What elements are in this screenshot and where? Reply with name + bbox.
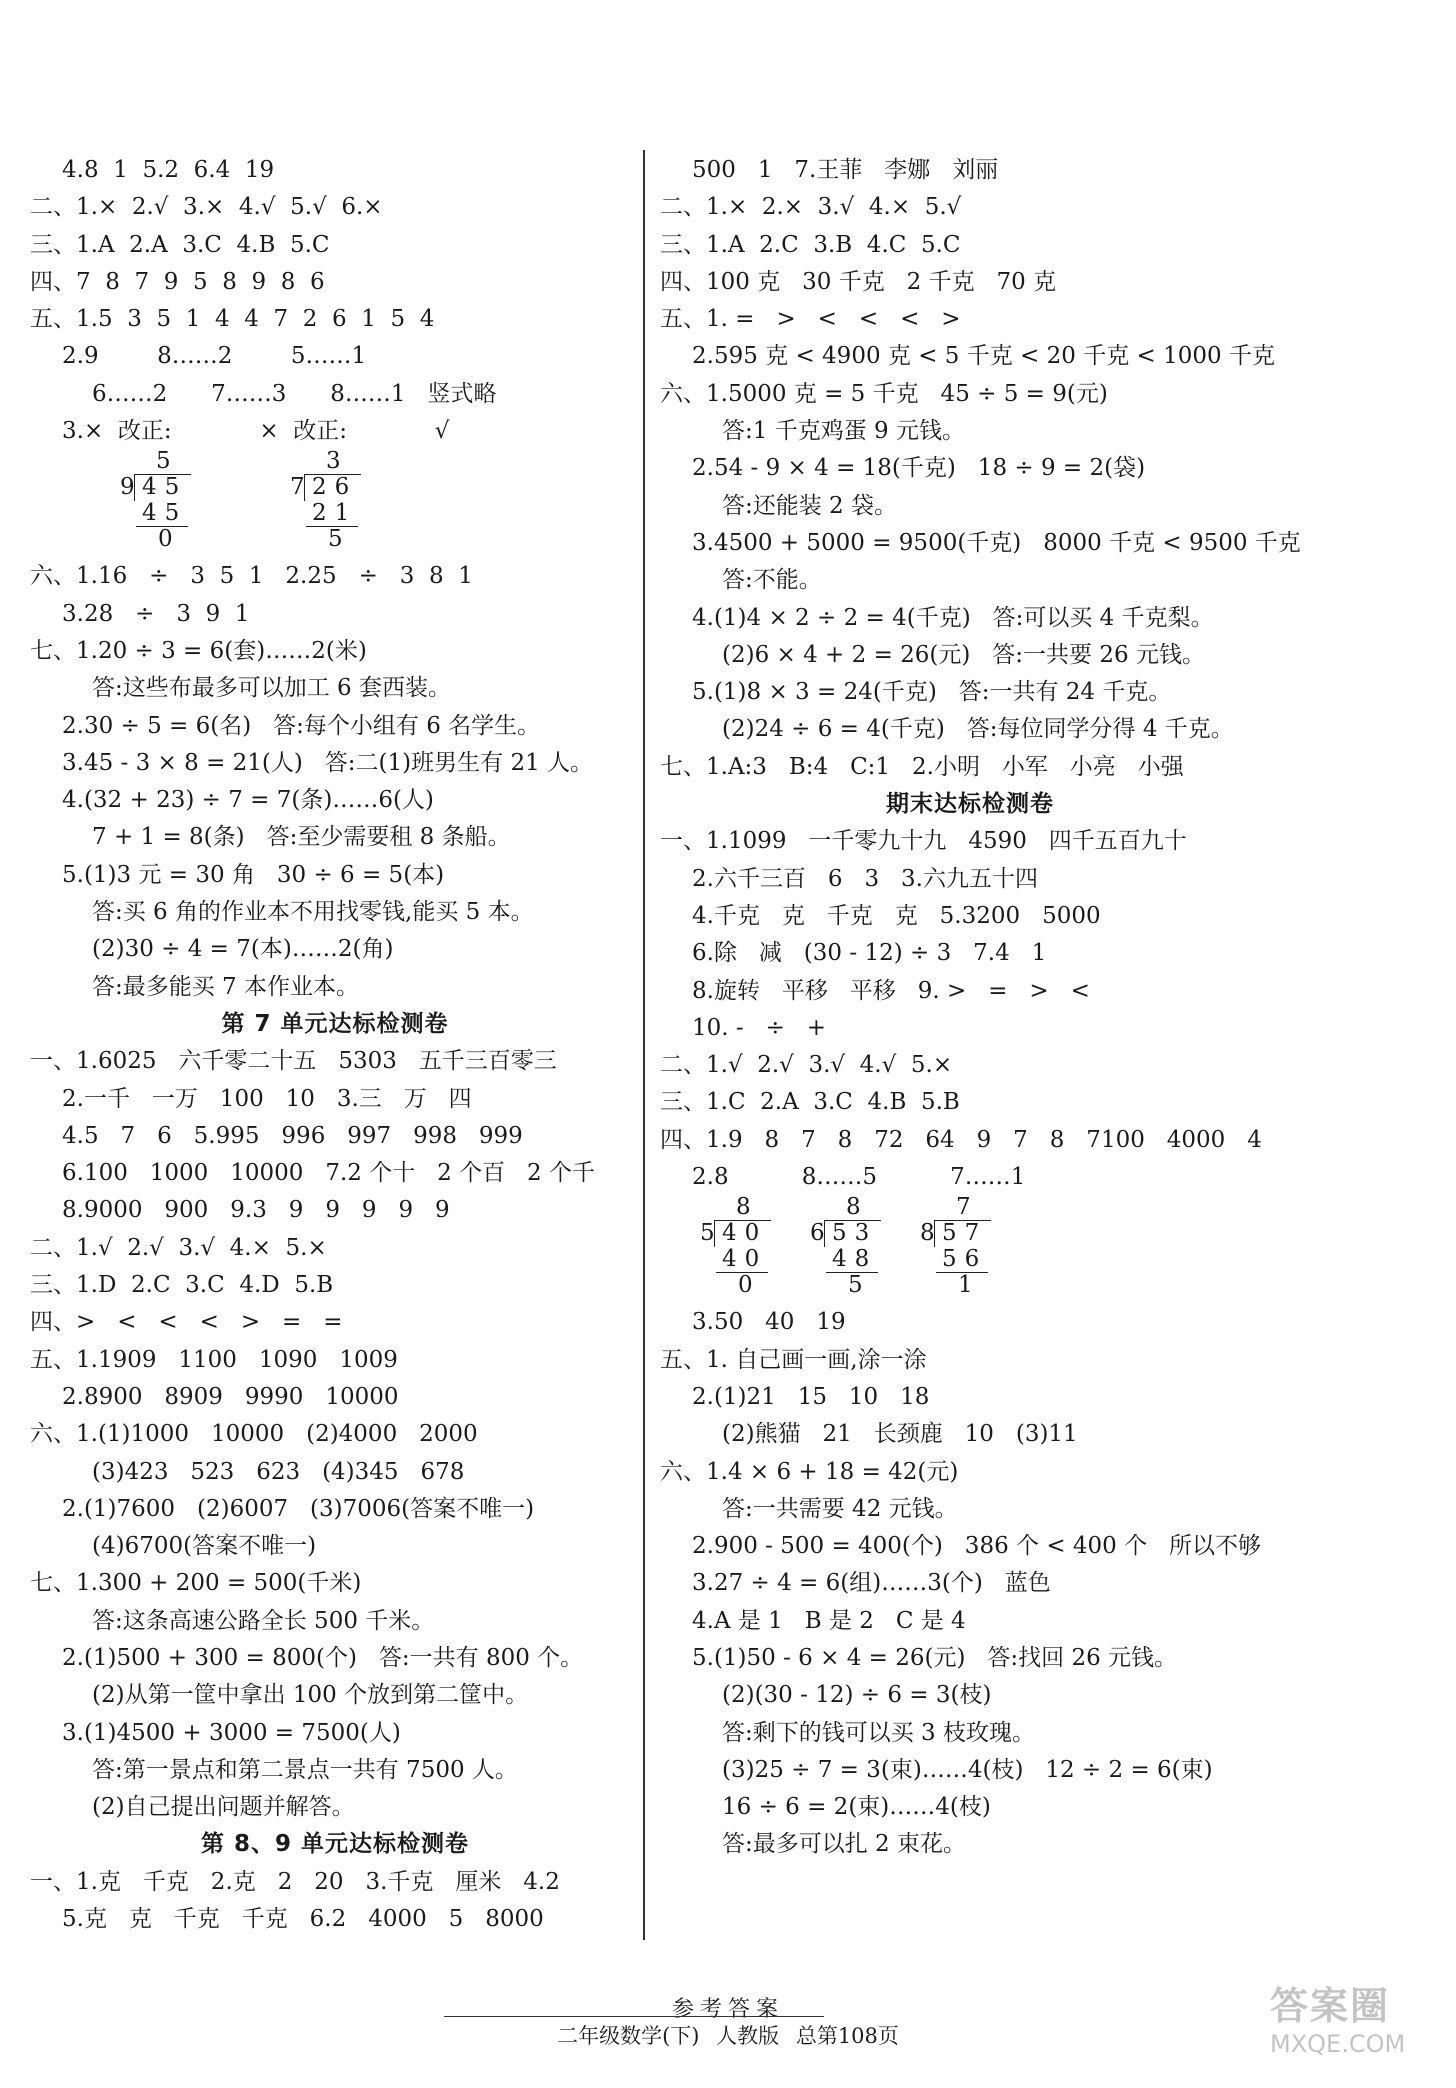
answer-line: 六、1.(1)1000 10000 (2)4000 2000	[30, 1421, 478, 1448]
answer-line: 3.50 40 19	[692, 1309, 846, 1336]
division-product: 21	[312, 500, 358, 527]
answer-line: (3)25 ÷ 7 = 3(束)……4(枝) 12 ÷ 2 = 6(束)	[722, 1756, 1213, 1783]
answer-line: 答:这些布最多可以加工 6 套西装。	[92, 675, 452, 702]
long-division	[120, 450, 190, 558]
answer-line: 3.(1)4500 + 3000 = 7500(人)	[62, 1719, 401, 1746]
answer-line: 4.A 是 1 B 是 2 C 是 4	[692, 1607, 966, 1634]
answer-line: 4.(1)4 × 2 ÷ 2 = 4(千克) 答:可以买 4 千克梨。	[692, 604, 1214, 631]
answer-line: 七、1.300 + 200 = 500(千米)	[30, 1570, 362, 1597]
division-bracket	[824, 1220, 881, 1247]
footer-page-info: 二年级数学(下) 人教版 总第108页	[557, 2024, 899, 2048]
answer-line: 四、100 克 30 千克 2 千克 70 克	[660, 268, 1057, 295]
division-underline	[306, 526, 358, 527]
division-quotient: 3	[326, 448, 341, 475]
answer-line: 答:剩下的钱可以买 3 枝玫瑰。	[722, 1719, 1036, 1746]
answer-line: 10. - ÷ +	[692, 1014, 827, 1041]
answer-line: 2.一千 一万 100 10 3.三 万 四	[62, 1085, 472, 1112]
answer-line: 二、1.× 2.× 3.√ 4.× 5.√	[660, 194, 962, 221]
division-underline	[936, 1272, 988, 1273]
watermark-logo	[1270, 1975, 1450, 2080]
answer-line: 2.30 ÷ 5 = 6(名) 答:每个小组有 6 名学生。	[62, 712, 541, 739]
division-remainder: 5	[328, 526, 343, 553]
division-divisor: 7	[290, 474, 305, 501]
answer-line: 六、1.4 × 6 + 18 = 42(元)	[660, 1458, 959, 1485]
answer-line: 3.28 ÷ 3 9 1	[62, 600, 250, 627]
answer-line: 三、1.D 2.C 3.C 4.D 5.B	[30, 1272, 334, 1299]
answer-line: (2)自己提出问题并解答。	[92, 1794, 355, 1821]
answer-line: 2.六千三百 6 3 3.六九五十四	[692, 865, 1038, 892]
answer-line: 8.旋转 平移 平移 9. > = > <	[692, 977, 1090, 1004]
answer-line: 5.(1)8 × 3 = 24(千克) 答:一共有 24 千克。	[692, 679, 1172, 706]
answer-line: 2.8 8……5 7……1	[692, 1164, 1026, 1191]
answer-line: 6……2 7……3 8……1 竖式略	[92, 380, 497, 407]
division-quotient: 5	[156, 448, 171, 475]
division-bracket	[934, 1220, 991, 1247]
answer-line: 一、1.6025 六千零二十五 5303 五千三百零三	[30, 1048, 557, 1075]
division-quotient: 8	[846, 1194, 861, 1221]
answer-line: 2.(1)7600 (2)6007 (3)7006(答案不唯一)	[62, 1495, 535, 1522]
section-heading: 第 7 单元达标检测卷	[221, 1010, 449, 1037]
answer-line: 五、1. 自己画一画,涂一涂	[660, 1346, 927, 1373]
right-column	[660, 152, 1301, 1864]
answer-line: 2.8900 8909 9990 10000	[62, 1383, 399, 1410]
answer-line: 三、1.A 2.A 3.C 4.B 5.C	[30, 231, 330, 258]
division-divisor: 9	[120, 474, 135, 501]
answer-line: 2.(1)500 + 300 = 800(个) 答:一共有 800 个。	[62, 1644, 584, 1671]
long-division-row	[30, 450, 640, 558]
answer-line: (2)从第一筐中拿出 100 个放到第二筐中。	[92, 1682, 529, 1709]
answer-line: 5.(1)50 - 6 × 4 = 26(元) 答:找回 26 元钱。	[692, 1644, 1178, 1671]
answer-line: 16 ÷ 6 = 2(束)……4(枝)	[722, 1794, 991, 1821]
division-dividend: 40	[722, 1220, 768, 1247]
division-remainder: 0	[738, 1272, 753, 1299]
division-remainder: 0	[158, 526, 173, 553]
section-heading: 第 8、9 单元达标检测卷	[200, 1831, 470, 1858]
division-divisor: 5	[700, 1220, 715, 1247]
answer-line: 答:买 6 角的作业本不用找零钱,能买 5 本。	[92, 899, 534, 926]
long-division	[290, 450, 360, 558]
division-divisor: 8	[920, 1220, 935, 1247]
answer-line: 2.900 - 500 = 400(个) 386 个 < 400 个 所以不够	[692, 1533, 1262, 1560]
answer-line: 五、1. = > < < < >	[660, 306, 961, 333]
answer-line: 答:不能。	[722, 567, 822, 594]
answer-line: 答:最多能买 7 本作业本。	[92, 973, 360, 1000]
answer-line: 8.9000 900 9.3 9 9 9 9 9	[62, 1197, 450, 1224]
answer-line: 四、> < < < > = =	[30, 1309, 343, 1336]
answer-line: 7 + 1 = 8(条) 答:至少需要租 8 条船。	[92, 824, 511, 851]
division-dividend: 26	[312, 474, 358, 501]
section-heading: 期末达标检测卷	[886, 791, 1054, 818]
answer-line: 七、1.20 ÷ 3 = 6(套)……2(米)	[30, 637, 367, 664]
long-division	[920, 1196, 990, 1304]
division-product: 45	[142, 500, 188, 527]
answer-line: 答:1 千克鸡蛋 9 元钱。	[722, 418, 965, 445]
answer-line: 2.54 - 9 × 4 = 18(千克) 18 ÷ 9 = 2(袋)	[692, 455, 1146, 482]
long-division	[810, 1196, 880, 1304]
answer-line: 6.除 减 (30 - 12) ÷ 3 7.4 1	[692, 940, 1047, 967]
watermark-url: MXQE.COM	[1270, 2030, 1406, 2058]
division-product: 40	[722, 1246, 768, 1273]
watermark-mark: 答案圈	[1270, 1984, 1391, 2028]
answer-line: 七、1.A:3 B:4 C:1 2.小明 小军 小亮 小强	[660, 753, 1184, 780]
answer-line: 2.9 8……2 5……1	[62, 343, 367, 370]
answer-line: 一、1.克 千克 2.克 2 20 3.千克 厘米 4.2	[30, 1868, 560, 1895]
answer-line: 一、1.1099 一千零九十九 4590 四千五百九十	[660, 828, 1187, 855]
division-dividend: 57	[942, 1220, 988, 1247]
answer-line: 6.100 1000 10000 7.2 个十 2 个百 2 个千	[62, 1160, 595, 1187]
division-divisor: 6	[810, 1220, 825, 1247]
division-bracket	[304, 474, 361, 501]
answer-line: 3.× 改正: × 改正: √	[62, 418, 450, 445]
answer-line: 5.(1)3 元 = 30 角 30 ÷ 6 = 5(本)	[62, 861, 445, 888]
answer-line: 答:一共需要 42 元钱。	[722, 1495, 958, 1522]
answer-line: 答:还能装 2 袋。	[722, 492, 898, 519]
division-product: 56	[942, 1246, 988, 1273]
division-bracket	[134, 474, 191, 501]
division-dividend: 53	[832, 1220, 878, 1247]
answer-line: 二、1.√ 2.√ 3.√ 4.× 5.×	[30, 1234, 327, 1261]
long-division-row	[660, 1196, 1280, 1304]
answer-line: 二、1.√ 2.√ 3.√ 4.√ 5.×	[660, 1052, 953, 1079]
answer-line: 五、1.1909 1100 1090 1009	[30, 1346, 398, 1373]
answer-line: (4)6700(答案不唯一)	[92, 1533, 317, 1560]
answer-line: 四、1.9 8 7 8 72 64 9 7 8 7100 4000 4	[660, 1126, 1262, 1153]
answer-line: 500 1 7.王菲 李娜 刘丽	[692, 157, 999, 183]
answer-line: (2)熊猫 21 长颈鹿 10 (3)11	[722, 1421, 1078, 1448]
division-dividend: 45	[142, 474, 188, 501]
division-underline	[826, 1272, 878, 1273]
answer-line: 二、1.× 2.√ 3.× 4.√ 5.√ 6.×	[30, 194, 383, 221]
answer-line: 5.克 克 千克 千克 6.2 4000 5 8000	[62, 1906, 544, 1933]
answer-line: 4.(32 + 23) ÷ 7 = 7(条)……6(人)	[62, 787, 434, 814]
division-bracket	[714, 1220, 771, 1247]
answer-line: 答:第一景点和第二景点一共有 7500 人。	[92, 1756, 518, 1783]
long-division	[700, 1196, 770, 1304]
answer-line: 五、1.5 3 5 1 4 4 7 2 6 1 5 4	[30, 306, 435, 333]
answer-line: 答:最多可以扎 2 束花。	[722, 1831, 967, 1858]
answer-line: 三、1.C 2.A 3.C 4.B 5.B	[660, 1089, 960, 1116]
division-remainder: 1	[958, 1272, 973, 1299]
answer-line: 4.千克 克 千克 克 5.3200 5000	[692, 902, 1101, 929]
answer-line: 4.5 7 6 5.995 996 997 998 999	[62, 1122, 523, 1149]
answer-line: 六、1.16 ÷ 3 5 1 2.25 ÷ 3 8 1	[30, 563, 473, 590]
answer-line: 3.27 ÷ 4 = 6(组)……3(个) 蓝色	[692, 1570, 1051, 1597]
answer-line: 4.8 1 5.2 6.4 19	[62, 157, 275, 183]
column-divider	[643, 150, 645, 1940]
division-quotient: 8	[736, 1194, 751, 1221]
answer-line: 六、1.5000 克 = 5 千克 45 ÷ 5 = 9(元)	[660, 380, 1108, 407]
answer-line: 3.4500 + 5000 = 9500(千克) 8000 千克 < 9500 千克	[692, 529, 1301, 556]
answer-line: 2.(1)21 15 10 18	[692, 1383, 930, 1410]
answer-line: (2)30 ÷ 4 = 7(本)……2(角)	[92, 936, 394, 963]
answer-line: 三、1.A 2.C 3.B 4.C 5.C	[660, 231, 961, 258]
footer-rule	[444, 2016, 824, 2017]
answer-line: 四、7 8 7 9 5 8 9 8 6	[30, 268, 325, 295]
answer-line: 3.45 - 3 × 8 = 21(人) 答:二(1)班男生有 21 人。	[62, 749, 594, 776]
answer-line: 2.595 克 < 4900 克 < 5 千克 < 20 千克 < 1000 千克	[692, 343, 1275, 370]
division-remainder: 5	[848, 1272, 863, 1299]
left-column	[30, 152, 640, 1938]
division-underline	[136, 526, 188, 527]
footer-title: 参考答案	[671, 1997, 784, 2022]
answer-line: (2)(30 - 12) ÷ 6 = 3(枝)	[722, 1682, 992, 1709]
answer-line: (3)423 523 623 (4)345 678	[92, 1458, 465, 1485]
answer-line: (2)24 ÷ 6 = 4(千克) 答:每位同学分得 4 千克。	[722, 716, 1234, 743]
division-quotient: 7	[956, 1194, 971, 1221]
division-underline	[716, 1272, 768, 1273]
answer-line: (2)6 × 4 + 2 = 26(元) 答:一共要 26 元钱。	[722, 641, 1205, 668]
answer-line: 答:这条高速公路全长 500 千米。	[92, 1607, 435, 1634]
division-product: 48	[832, 1246, 878, 1273]
